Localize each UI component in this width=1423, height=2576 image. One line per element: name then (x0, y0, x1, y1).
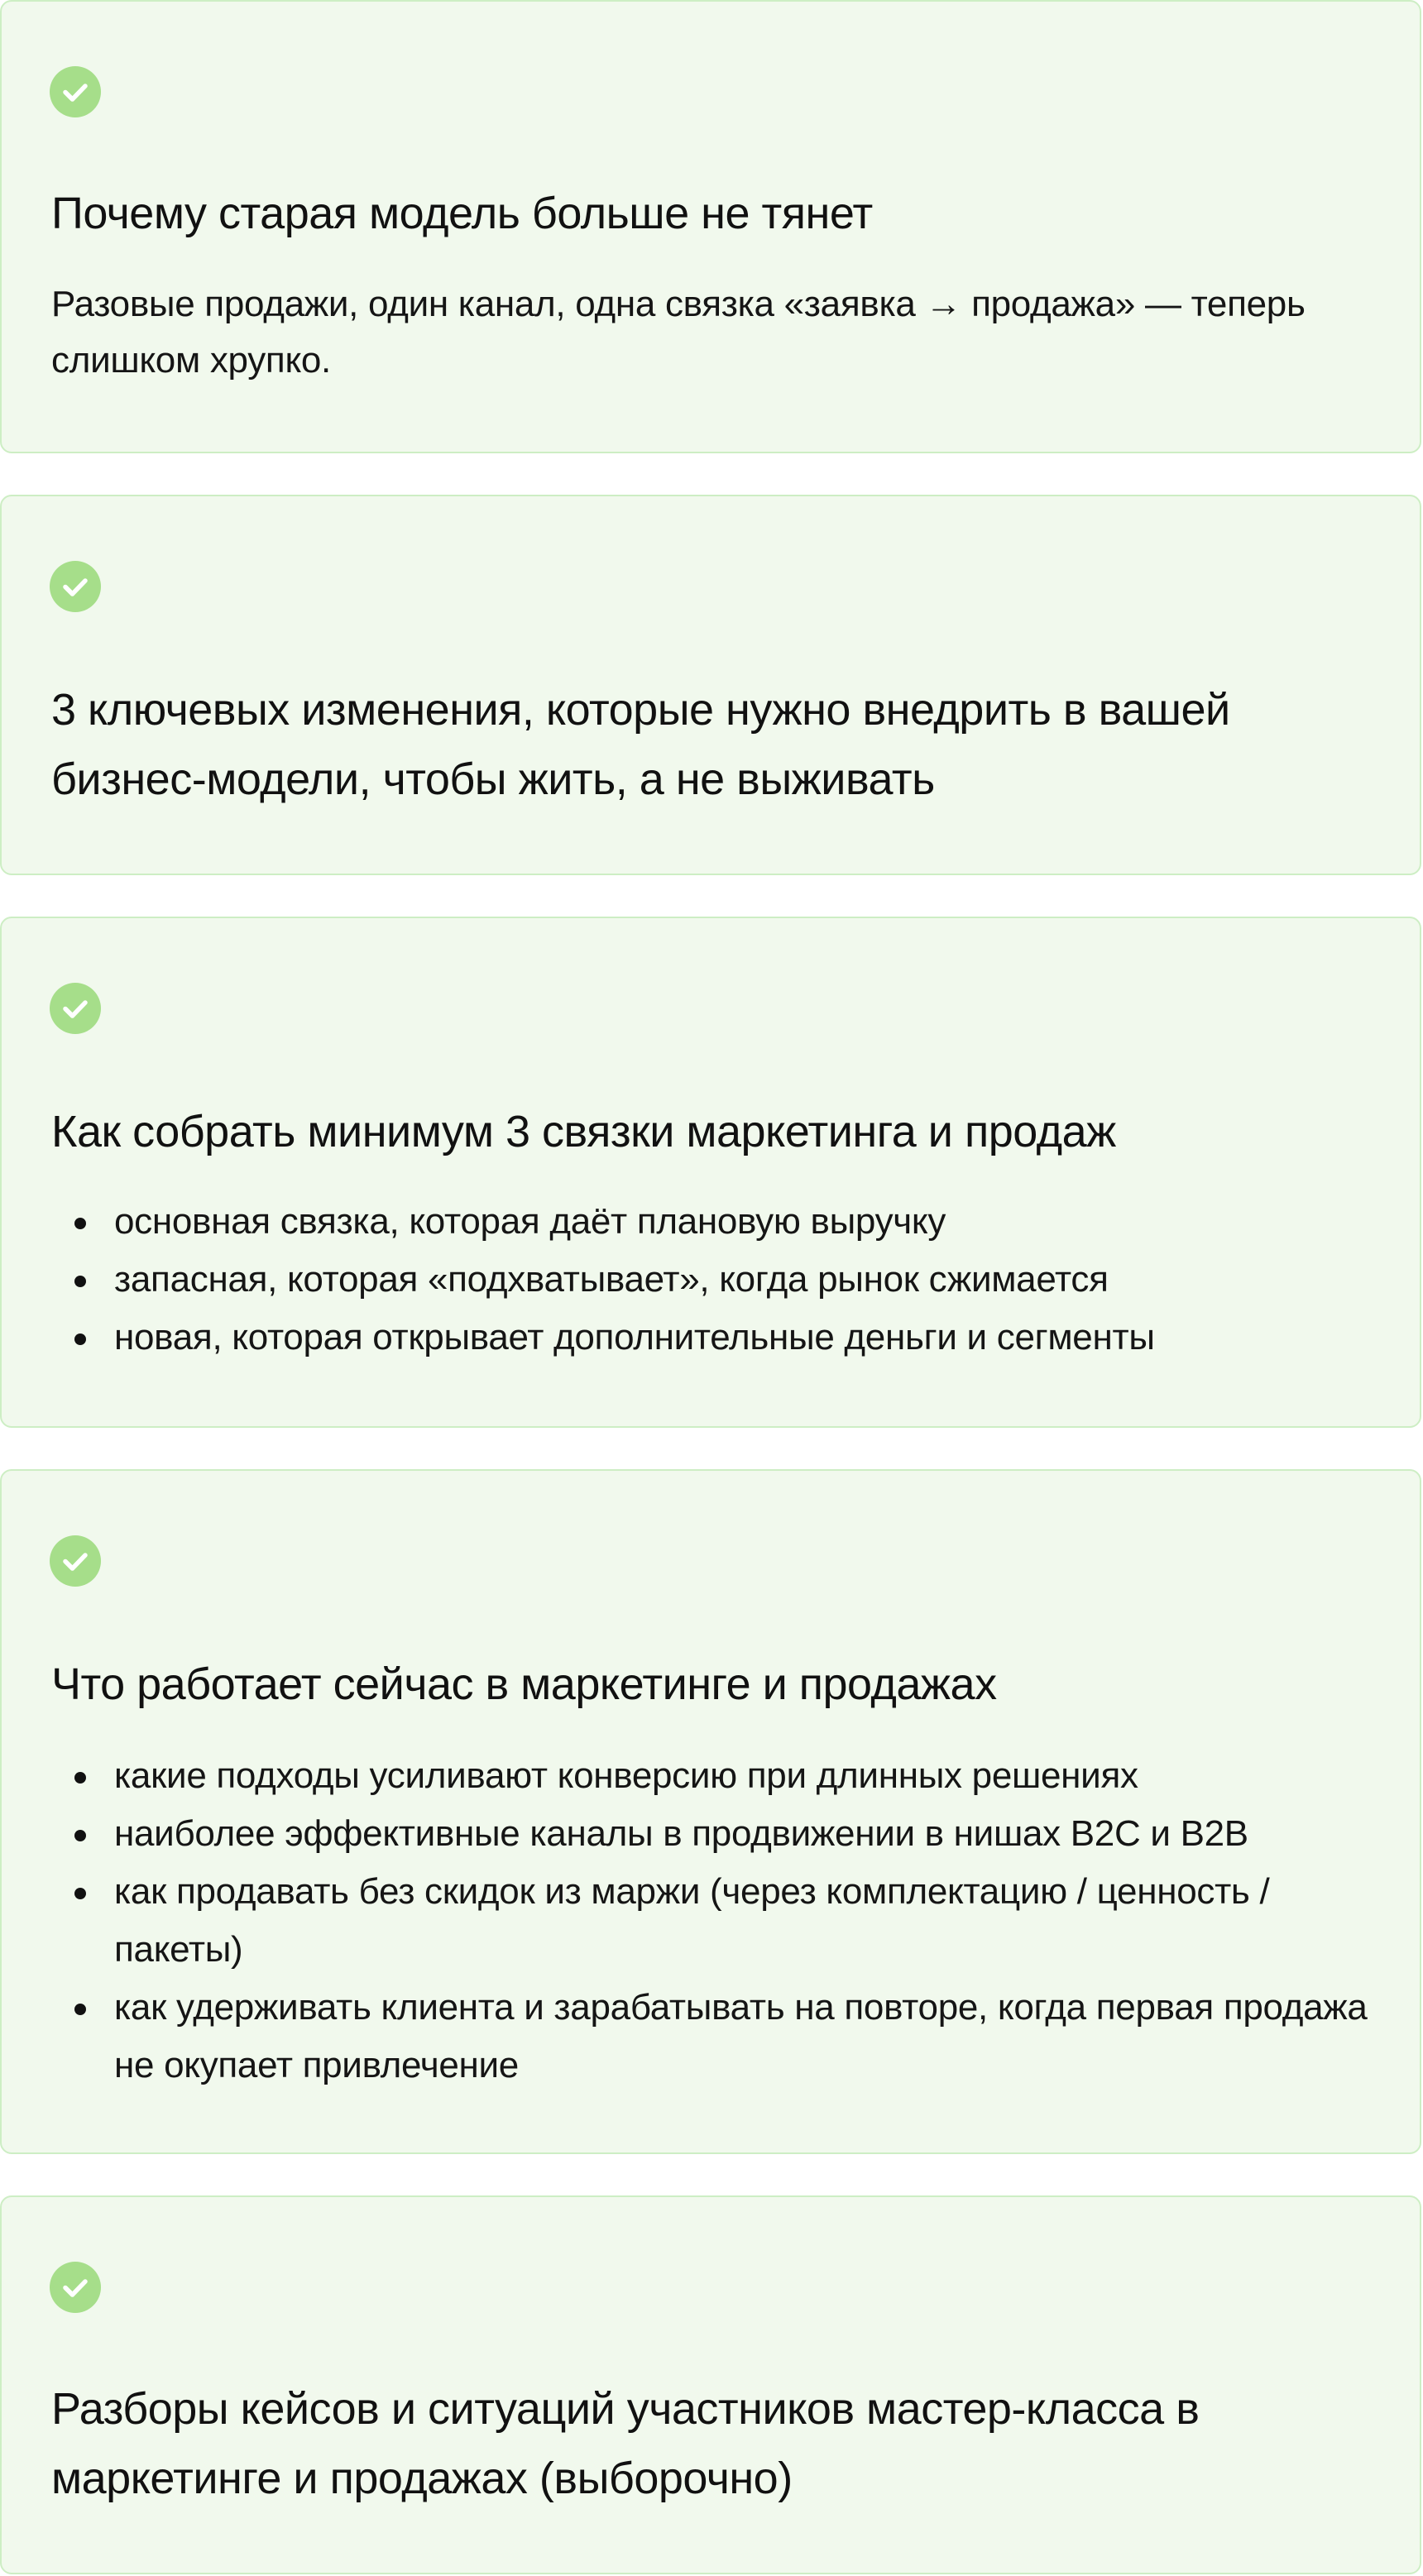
check-circle-icon (50, 2262, 101, 2313)
bullet-item: запасная, которая «подхватывает», когда рынок сжимается (51, 1251, 1370, 1309)
card-title: Что работает сейчас в маркетинге и продажах (51, 1659, 997, 1709)
program-card (0, 2195, 1421, 2574)
check-circle-icon (50, 983, 101, 1034)
card-description: Разовые продажи, один канал, одна связка «заявка → продажа» — теперь слишком хрупко. (51, 284, 1306, 381)
check-circle-icon (50, 561, 101, 612)
bullet-list (51, 1747, 1370, 2095)
bullet-item: наиболее эффективные каналы в продвижении в нишах B2C и B2B (51, 1805, 1370, 1863)
card-title: Как собрать минимум 3 связки маркетинга и продаж (51, 1107, 1116, 1156)
program-card (0, 917, 1421, 1428)
bullet-item: основная связка, которая даёт плановую выручку (51, 1193, 1370, 1251)
bullet-item: как продавать без скидок из маржи (через комплектацию / ценность / пакеты) (51, 1863, 1370, 1979)
bullet-list (51, 1193, 1370, 1367)
bullet-item: как удерживать клиента и зарабатывать на повторе, когда первая продажа не окупает привлечение (51, 1979, 1370, 2095)
program-card (0, 1469, 1421, 2154)
bullet-item: новая, которая открывает дополнительные деньги и сегменты (51, 1309, 1370, 1367)
check-circle-icon (50, 1535, 101, 1587)
bullet-item: какие подходы усиливают конверсию при длинных решениях (51, 1747, 1370, 1805)
card-title: Разборы кейсов и ситуаций участников мастер-класса в маркетинге и продажах (выборочно) (51, 2384, 1200, 2503)
program-card (0, 0, 1421, 453)
check-circle-icon (50, 66, 101, 117)
program-card (0, 495, 1421, 875)
card-title: 3 ключевых изменения, которые нужно внедрить в вашей бизнес-модели, чтобы жить, а не выживать (51, 685, 1230, 804)
card-title: Почему старая модель больше не тянет (51, 189, 873, 238)
